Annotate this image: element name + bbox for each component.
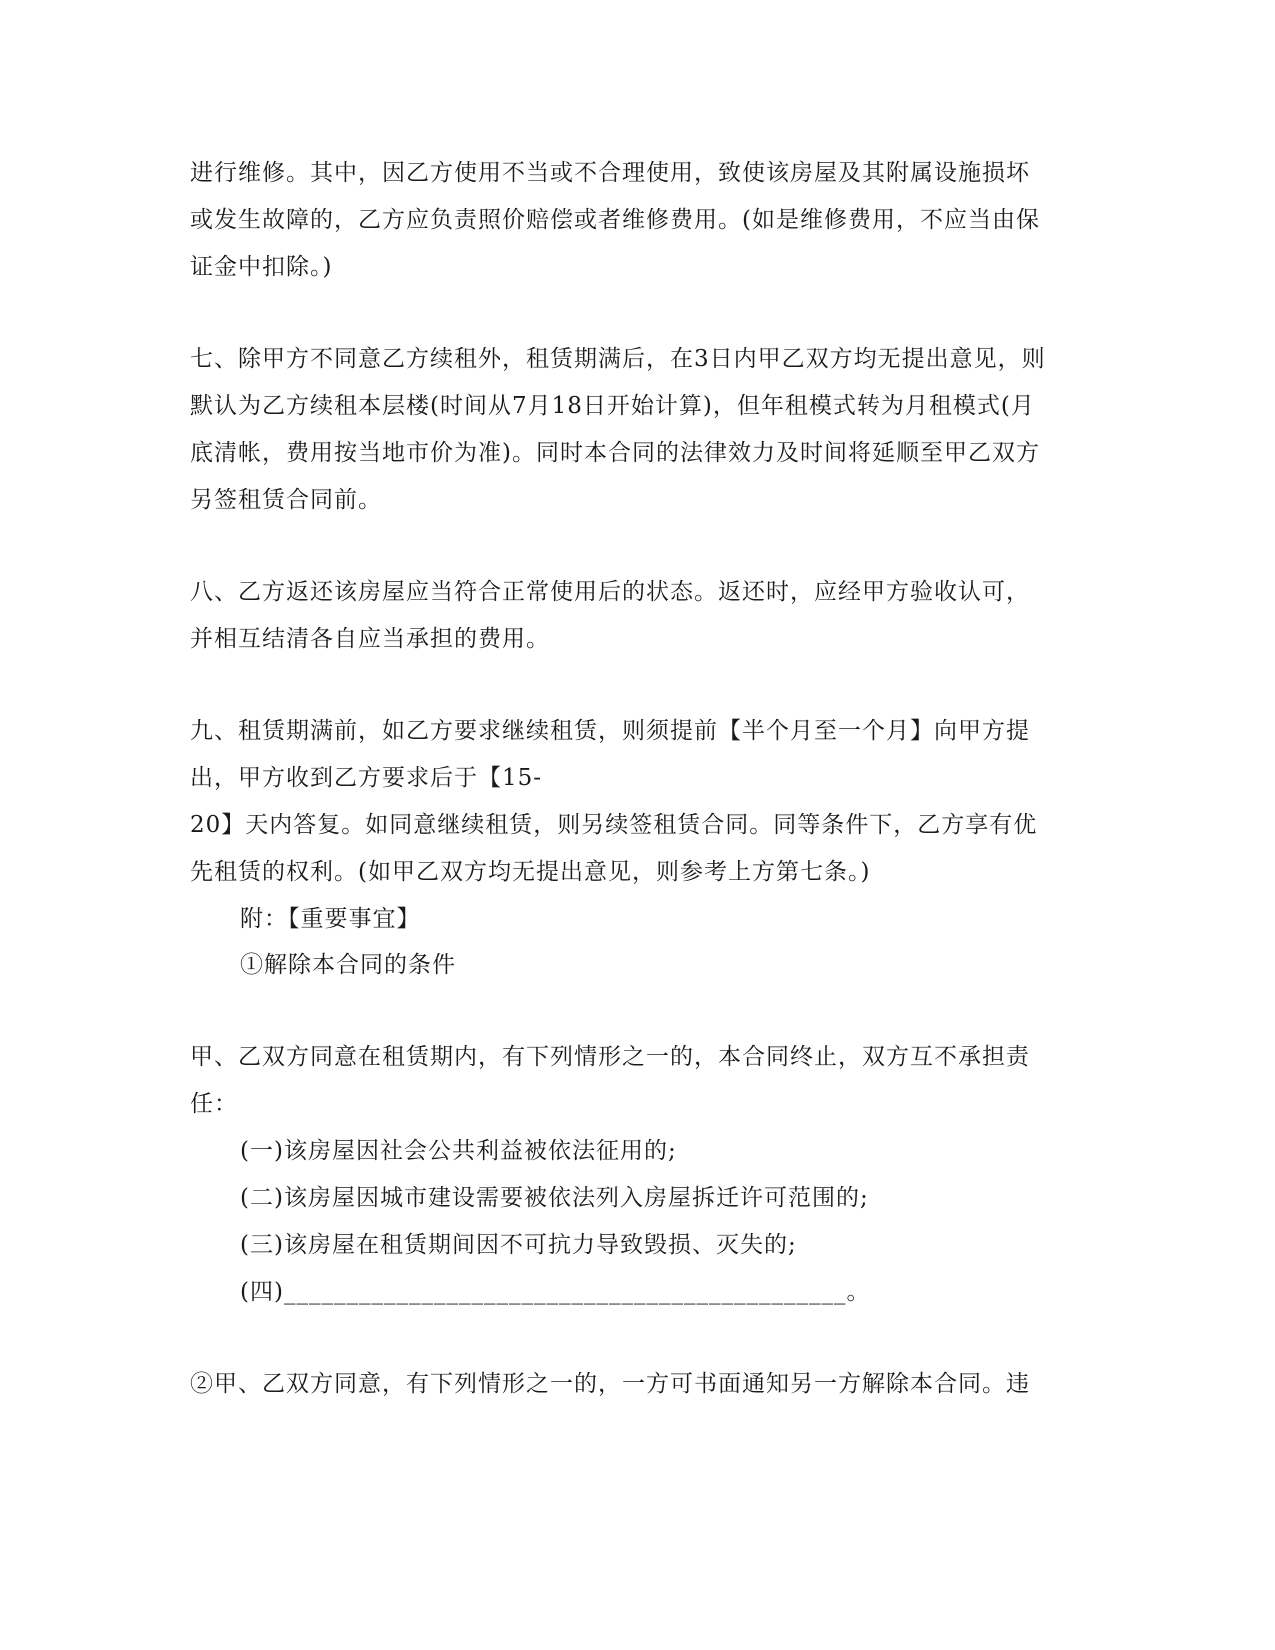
termination-item: (一)该房屋因社会公共利益被依法征用的;	[240, 1138, 677, 1164]
termination-item: (二)该房屋因城市建设需要被依法列入房屋拆迁许可范围的;	[240, 1185, 869, 1211]
clause-9-line: 九、租赁期满前，如乙方要求继续租赁，则须提前【半个月至一个月】向甲方提	[190, 718, 1030, 744]
clause-7-line: 七、除甲方不同意乙方续租外，租赁期满后，在3日内甲乙双方均无提出意见，则	[190, 346, 1046, 372]
termination-item-blank: (四)_____________________________________________。	[240, 1279, 871, 1305]
paragraph-line: 或发生故障的，乙方应负责照价赔偿或者维修费用。(如是维修费用，不应当由保	[190, 207, 1040, 233]
clause-7-line: 另签租赁合同前。	[190, 487, 382, 513]
clause-8-line: 并相互结清各自应当承担的费用。	[190, 626, 550, 652]
clause-7-line: 底清帐，费用按当地市价为准)。同时本合同的法律效力及时间将延顺至甲乙双方	[190, 440, 1040, 466]
appendix-subheading: ①解除本合同的条件	[240, 952, 456, 978]
termination-line: 任：	[190, 1091, 238, 1117]
termination-item: (三)该房屋在租赁期间因不可抗力导致毁损、灭失的;	[240, 1232, 797, 1258]
termination-line: 甲、乙双方同意在租赁期内，有下列情形之一的，本合同终止，双方互不承担责	[190, 1044, 1030, 1070]
clause-9-line: 出，甲方收到乙方要求后于【15-	[190, 765, 543, 791]
paragraph-line: 进行维修。其中，因乙方使用不当或不合理使用，致使该房屋及其附属设施损坏	[190, 160, 1030, 186]
appendix-heading: 附：【重要事宜】	[240, 906, 421, 932]
clause-7-line: 默认为乙方续租本层楼(时间从7月18日开始计算)，但年租模式转为月租模式(月	[190, 393, 1035, 419]
rescission-line: ②甲、乙双方同意，有下列情形之一的，一方可书面通知另一方解除本合同。违	[190, 1371, 1030, 1397]
clause-9-line: 20】天内答复。如同意继续租赁，则另续签租赁合同。同等条件下，乙方享有优	[190, 812, 1038, 838]
clause-9-line: 先租赁的权利。(如甲乙双方均无提出意见，则参考上方第七条。)	[190, 859, 871, 885]
paragraph-line: 证金中扣除。)	[190, 254, 333, 280]
clause-8-line: 八、乙方返还该房屋应当符合正常使用后的状态。返还时，应经甲方验收认可，	[190, 579, 1030, 605]
